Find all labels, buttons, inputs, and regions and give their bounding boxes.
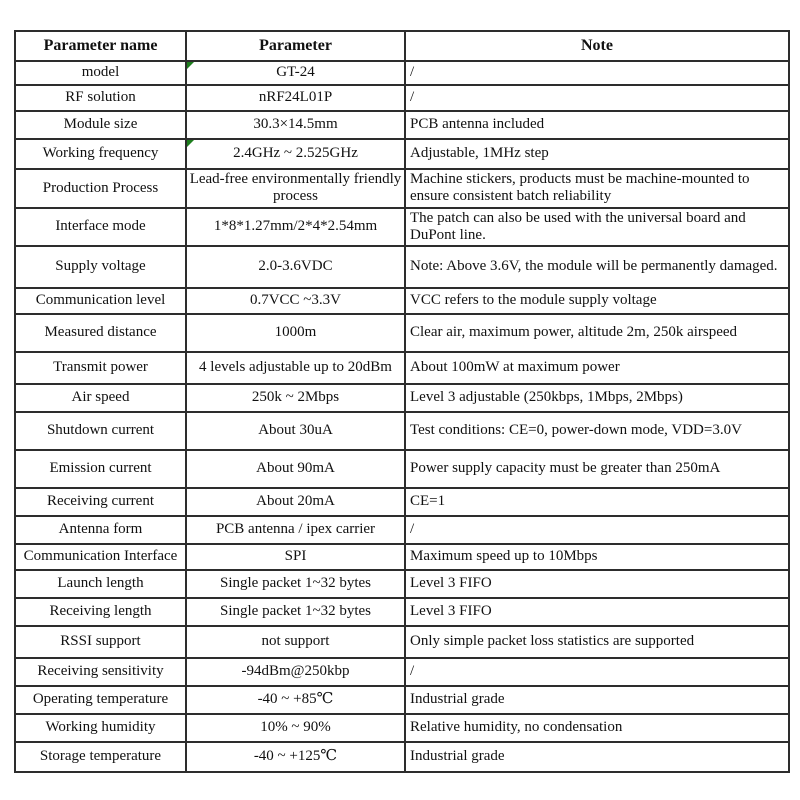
- parameter-name-cell: Module size: [15, 111, 186, 139]
- note-cell: The patch can also be used with the universal board and DuPont line.: [405, 208, 789, 247]
- parameter-value-cell: [186, 544, 405, 570]
- parameter-value-cell: [186, 139, 405, 169]
- table-row: [15, 686, 789, 714]
- parameter-value-cell: [186, 450, 405, 488]
- col-header-parameter: Parameter: [186, 31, 405, 61]
- parameter-value-cell: [186, 208, 405, 247]
- parameter-name-cell: Storage temperature: [15, 742, 186, 772]
- parameter-value: -40 ~ +125℃: [253, 748, 338, 765]
- note-cell: /: [405, 61, 789, 85]
- parameter-name-cell: model: [15, 61, 186, 85]
- note-cell: Note: Above 3.6V, the module will be permanently damaged.: [405, 246, 789, 288]
- parameter-value: 10% ~ 90%: [260, 719, 331, 736]
- parameter-value-cell: [186, 246, 405, 288]
- table-row: [15, 208, 789, 247]
- note-cell: Machine stickers, products must be machine-mounted to ensure consistent batch reliability: [405, 169, 789, 208]
- header-row: [15, 31, 789, 61]
- parameter-value: -94dBm@250kbp: [241, 663, 350, 680]
- note-cell: Clear air, maximum power, altitude 2m, 250k airspeed: [405, 314, 789, 352]
- parameter-name-cell: Interface mode: [15, 208, 186, 247]
- comment-marker-icon: [187, 140, 194, 147]
- parameter-name-cell: RSSI support: [15, 626, 186, 658]
- parameter-value: 1000m: [274, 324, 317, 341]
- table-row: [15, 570, 789, 598]
- col-header-parameter-name: Parameter name: [15, 31, 186, 61]
- note-cell: Adjustable, 1MHz step: [405, 139, 789, 169]
- parameter-value-cell: [186, 314, 405, 352]
- parameter-name-cell: Production Process: [15, 169, 186, 208]
- parameter-name-cell: Receiving length: [15, 598, 186, 626]
- parameter-value-cell: [186, 488, 405, 516]
- parameter-name-cell: Communication Interface: [15, 544, 186, 570]
- parameter-value: -40 ~ +85℃: [257, 691, 334, 708]
- table-row: [15, 450, 789, 488]
- note-cell: Power supply capacity must be greater than 250mA: [405, 450, 789, 488]
- parameter-value: GT-24: [276, 64, 315, 81]
- note-cell: About 100mW at maximum power: [405, 352, 789, 384]
- parameter-name-cell: Operating temperature: [15, 686, 186, 714]
- note-cell: Industrial grade: [405, 686, 789, 714]
- col-header-note: Note: [405, 31, 789, 61]
- parameter-value-cell: [186, 384, 405, 412]
- parameter-value-cell: [186, 686, 405, 714]
- table-row: [15, 488, 789, 516]
- table-row: [15, 139, 789, 169]
- parameter-value: 30.3×14.5mm: [253, 116, 338, 133]
- parameter-value-cell: [186, 85, 405, 111]
- table-row: [15, 742, 789, 772]
- note-cell: Maximum speed up to 10Mbps: [405, 544, 789, 570]
- parameter-name-cell: Working humidity: [15, 714, 186, 742]
- parameter-value: About 90mA: [256, 460, 335, 477]
- table-row: [15, 658, 789, 686]
- parameter-value: Single packet 1~32 bytes: [219, 603, 371, 620]
- note-cell: Industrial grade: [405, 742, 789, 772]
- parameter-value: 4 levels adjustable up to 20dBm: [199, 359, 392, 376]
- note-cell: /: [405, 85, 789, 111]
- parameter-value: Lead-free environmentally friendly process: [189, 171, 402, 205]
- parameter-name-cell: Receiving current: [15, 488, 186, 516]
- table-row: [15, 61, 789, 85]
- parameter-value-cell: [186, 742, 405, 772]
- parameter-value-cell: [186, 626, 405, 658]
- table-row: [15, 626, 789, 658]
- note-cell: Relative humidity, no condensation: [405, 714, 789, 742]
- spec-table: [14, 30, 790, 773]
- parameter-value: 250k ~ 2Mbps: [251, 389, 340, 406]
- note-cell: PCB antenna included: [405, 111, 789, 139]
- parameter-value: 2.4GHz ~ 2.525GHz: [233, 145, 358, 162]
- parameter-name-cell: Air speed: [15, 384, 186, 412]
- table-row: [15, 598, 789, 626]
- table-row: [15, 544, 789, 570]
- parameter-value: nRF24L01P: [258, 89, 333, 106]
- parameter-value-cell: [186, 111, 405, 139]
- parameter-value: PCB antenna / ipex carrier: [215, 521, 376, 538]
- note-cell: Test conditions: CE=0, power-down mode, VDD=3.0V: [405, 412, 789, 450]
- parameter-name-cell: Receiving sensitivity: [15, 658, 186, 686]
- parameter-value-cell: [186, 412, 405, 450]
- parameter-value: SPI: [284, 548, 307, 565]
- parameter-value-cell: [186, 61, 405, 85]
- note-cell: Level 3 FIFO: [405, 570, 789, 598]
- parameter-value: 0.7VCC ~3.3V: [249, 292, 342, 309]
- table-row: [15, 516, 789, 544]
- parameter-name-cell: Working frequency: [15, 139, 186, 169]
- parameter-name-cell: Supply voltage: [15, 246, 186, 288]
- note-cell: Level 3 FIFO: [405, 598, 789, 626]
- parameter-name-cell: Emission current: [15, 450, 186, 488]
- table-row: [15, 246, 789, 288]
- table-row: [15, 85, 789, 111]
- parameter-name-cell: Communication level: [15, 288, 186, 314]
- parameter-name-cell: Launch length: [15, 570, 186, 598]
- parameter-name-cell: Antenna form: [15, 516, 186, 544]
- parameter-value: 1*8*1.27mm/2*4*2.54mm: [213, 218, 378, 235]
- table-row: [15, 384, 789, 412]
- table-row: [15, 288, 789, 314]
- parameter-value-cell: [186, 352, 405, 384]
- note-cell: Level 3 adjustable (250kbps, 1Mbps, 2Mbps): [405, 384, 789, 412]
- parameter-value: not support: [261, 633, 330, 650]
- note-cell: Only simple packet loss statistics are supported: [405, 626, 789, 658]
- note-cell: /: [405, 658, 789, 686]
- note-cell: /: [405, 516, 789, 544]
- note-cell: VCC refers to the module supply voltage: [405, 288, 789, 314]
- parameter-value: About 30uA: [258, 422, 333, 439]
- table-row: [15, 412, 789, 450]
- parameter-name-cell: Transmit power: [15, 352, 186, 384]
- table-row: [15, 169, 789, 208]
- parameter-value-cell: [186, 598, 405, 626]
- parameter-value-cell: [186, 288, 405, 314]
- comment-marker-icon: [187, 62, 194, 69]
- table-row: [15, 352, 789, 384]
- parameter-value-cell: [186, 714, 405, 742]
- table-row: [15, 314, 789, 352]
- parameter-name-cell: RF solution: [15, 85, 186, 111]
- parameter-name-cell: Measured distance: [15, 314, 186, 352]
- parameter-value-cell: [186, 658, 405, 686]
- note-cell: CE=1: [405, 488, 789, 516]
- parameter-value-cell: [186, 169, 405, 208]
- parameter-name-cell: Shutdown current: [15, 412, 186, 450]
- parameter-value-cell: [186, 570, 405, 598]
- table-row: [15, 111, 789, 139]
- parameter-value: About 20mA: [256, 493, 335, 510]
- parameter-value: Single packet 1~32 bytes: [219, 575, 371, 592]
- parameter-value: 2.0-3.6VDC: [258, 258, 333, 275]
- table-row: [15, 714, 789, 742]
- parameter-value-cell: [186, 516, 405, 544]
